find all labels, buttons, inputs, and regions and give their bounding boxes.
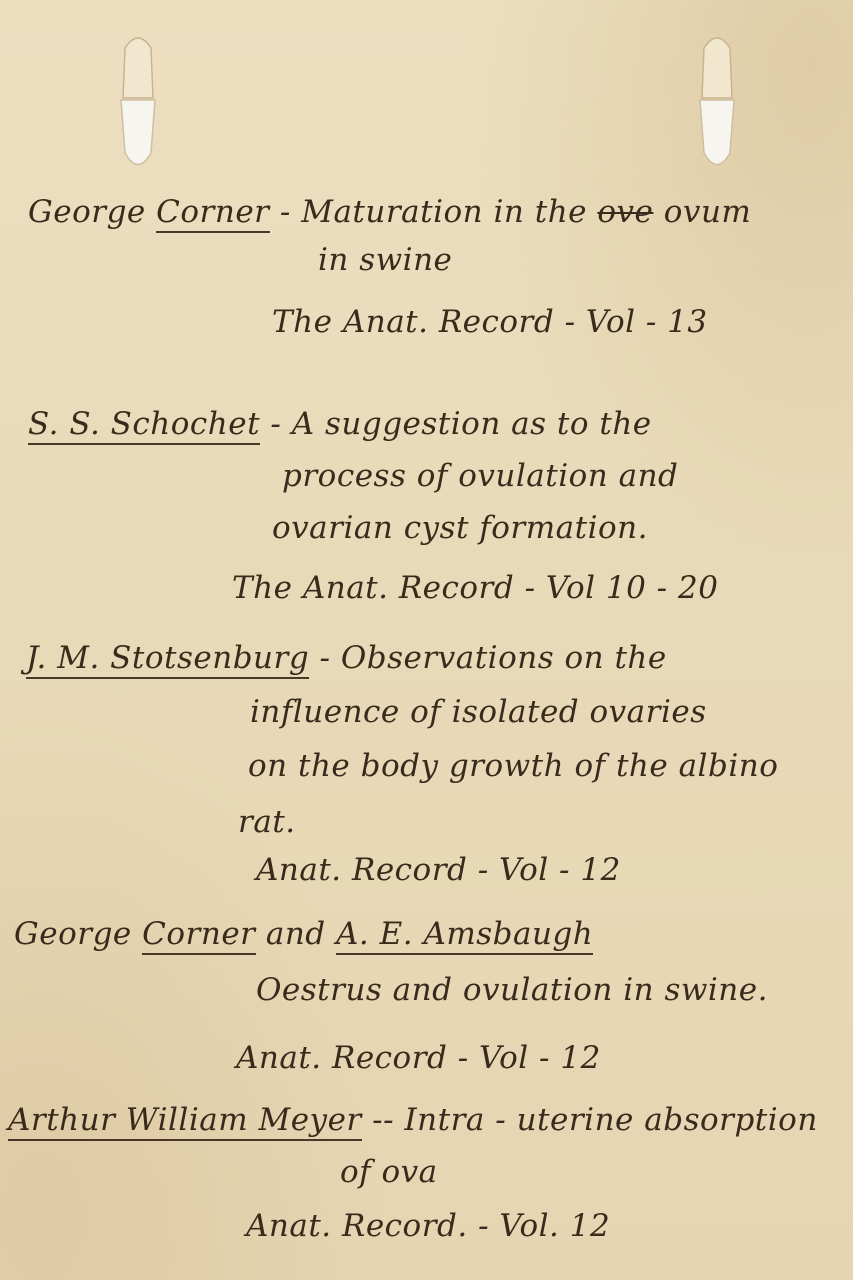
entry-1-title-line-1b: ovum <box>663 194 752 230</box>
entry-2-title-line-3: ovarian cyst formation. <box>272 510 648 546</box>
entry-3-title-line-2: influence of isolated ovaries <box>250 694 707 730</box>
entry-5-heading <box>8 1100 818 1140</box>
entry-2-title-line-2: process of ovulation and <box>282 458 679 494</box>
entry-2-separator: - <box>270 406 282 442</box>
entry-4-author-2: A. E. Amsbaugh <box>336 916 593 955</box>
binding-hole-left <box>113 28 163 178</box>
entry-4-source: Anat. Record - Vol - 12 <box>236 1040 601 1076</box>
entry-4-conjunction: and <box>265 916 326 952</box>
entry-4-author-1-last: Corner <box>142 916 255 955</box>
entry-3-title-line-4: rat. <box>238 804 296 840</box>
entry-1-title-line-1a: Maturation in the <box>301 194 588 230</box>
entry-5-separator: -- <box>372 1102 395 1138</box>
entry-1-title-line-2: in swine <box>318 242 453 278</box>
entry-2-heading <box>28 404 652 444</box>
entry-2-author: S. S. Schochet <box>28 406 260 445</box>
entry-3-heading <box>26 638 667 678</box>
entry-3-separator: - <box>319 640 331 676</box>
entry-1-author-first: George <box>28 194 146 230</box>
entry-3-title-line-3: on the body growth of the albino <box>248 748 779 784</box>
entry-3-author: J. M. Stotsenburg <box>26 640 309 679</box>
entry-4-title-line-1: Oestrus and ovulation in swine. <box>256 972 768 1008</box>
entry-5-source: Anat. Record. - Vol. 12 <box>246 1208 611 1244</box>
entry-2-source: The Anat. Record - Vol 10 - 20 <box>232 570 719 606</box>
entry-1-source: The Anat. Record - Vol - 13 <box>272 304 708 340</box>
entry-4-author-1-first: George <box>14 916 132 952</box>
entry-3-title-line-1: Observations on the <box>340 640 667 676</box>
entry-5-title-line-2: of ova <box>340 1154 438 1190</box>
entry-5-author: Arthur William Meyer <box>8 1102 362 1141</box>
entry-1-struck-word: ove <box>597 194 654 230</box>
entry-3-source: Anat. Record - Vol - 12 <box>256 852 621 888</box>
binding-hole-right <box>692 28 742 178</box>
entry-1-author-last: Corner <box>156 194 269 233</box>
entry-2-title-line-1: A suggestion as to the <box>291 406 652 442</box>
entry-5-title-line-1: Intra - uterine absorption <box>404 1102 818 1138</box>
entry-1-heading <box>28 192 751 232</box>
entry-1-separator: - <box>279 194 291 230</box>
entry-4-heading <box>14 914 593 954</box>
